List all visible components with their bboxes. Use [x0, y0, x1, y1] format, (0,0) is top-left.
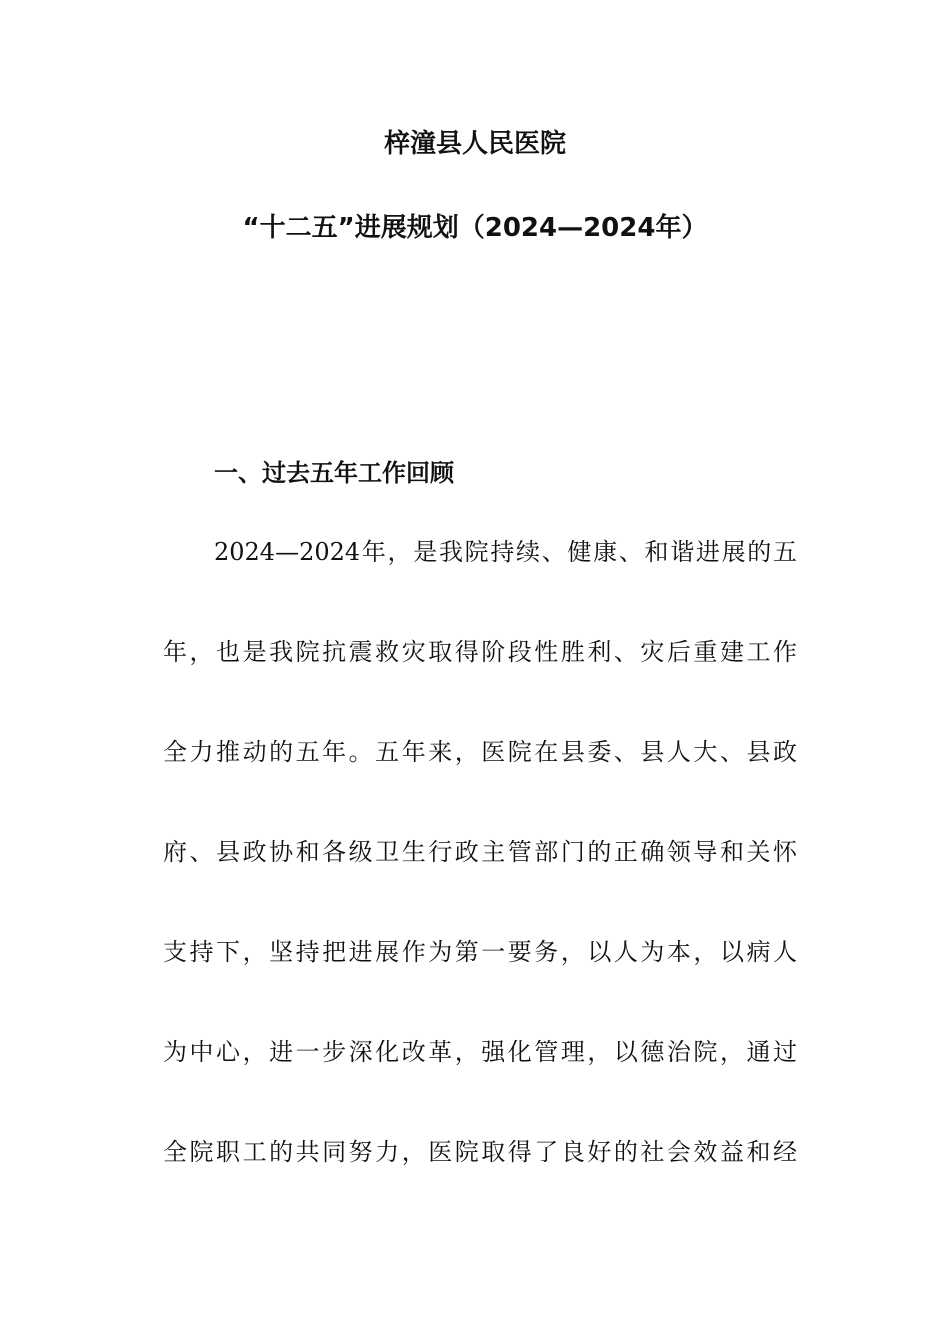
paragraph-line: 全院职工的共同努力，医院取得了良好的社会效益和经: [163, 1138, 797, 1166]
paragraph-line: 府、县政协和各级卫生行政主管部门的正确领导和关怀: [163, 838, 797, 866]
document-title: 梓潼县人民医院: [383, 129, 566, 159]
document-subtitle: “十二五”进展规划（2024—2024年）: [242, 213, 708, 243]
section-heading: 一、过去五年工作回顾: [214, 459, 454, 487]
paragraph-line: 2024—2024年，是我院持续、健康、和谐进展的五: [214, 538, 797, 566]
paragraph-line: 全力推动的五年。五年来，医院在县委、县人大、县政: [163, 738, 797, 766]
paragraph-line: 支持下，坚持把进展作为第一要务，以人为本，以病人: [163, 938, 797, 966]
paragraph-line: 为中心，进一步深化改革，强化管理，以德治院，通过: [163, 1038, 797, 1066]
paragraph-line: 年，也是我院抗震救灾取得阶段性胜利、灾后重建工作: [163, 638, 797, 666]
